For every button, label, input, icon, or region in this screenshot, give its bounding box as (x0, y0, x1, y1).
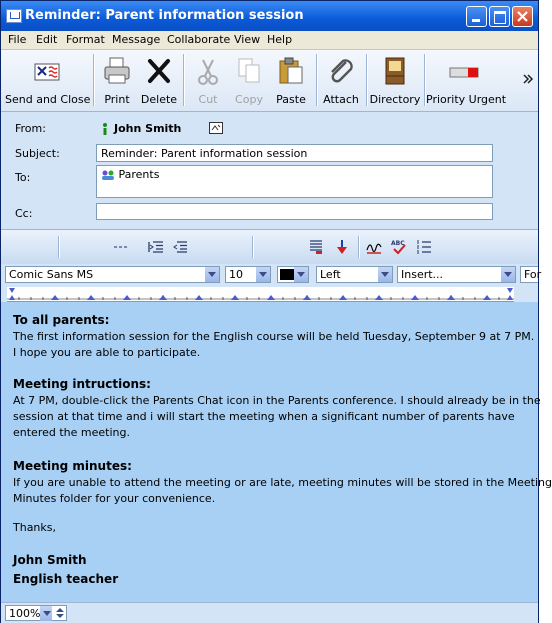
insert-select[interactable] (397, 266, 516, 283)
from-label: From: (15, 122, 46, 135)
font-color-select[interactable] (277, 266, 309, 283)
priority-urgent-button[interactable] (426, 50, 507, 110)
alignment-value: Left (320, 268, 341, 281)
insert-value: Insert... (401, 268, 444, 281)
signature-title: English teacher (13, 572, 119, 586)
send-mail-icon (32, 56, 62, 86)
message-body[interactable] (1, 302, 552, 602)
scissors-icon (193, 56, 223, 86)
main-toolbar (1, 50, 538, 112)
cc-label: Cc: (15, 207, 33, 220)
chevron-down-icon (40, 606, 52, 621)
zoom-select[interactable] (5, 605, 67, 621)
from-value: John Smith (114, 122, 182, 135)
zoom-spinner-icon[interactable] (54, 606, 66, 620)
toolbar-overflow-button[interactable] (521, 50, 535, 110)
title-bar[interactable] (1, 1, 538, 31)
font-size-select[interactable] (225, 266, 271, 283)
font-size-value: 10 (229, 268, 243, 281)
extra-format-select[interactable] (520, 266, 542, 283)
status-bar (1, 602, 538, 623)
paste-button[interactable] (270, 50, 312, 110)
delete-label: Delete (140, 93, 178, 106)
body-line: session at that time and i will start the meeting when a significant number of parents have (13, 410, 515, 423)
decrease-indent-icon[interactable] (148, 239, 164, 255)
spell-check-icon[interactable] (391, 239, 407, 255)
body-line: If you are unable to attend the meeting or are late, meeting minutes will be stored in the Meeting (13, 476, 552, 489)
user-online-icon (102, 123, 108, 135)
signature-name: John Smith (13, 553, 87, 567)
menu-file[interactable]: File (8, 33, 27, 46)
zoom-value: 100% (9, 607, 41, 620)
ruler[interactable] (7, 287, 514, 302)
body-heading-1: To all parents: (13, 313, 110, 327)
cc-input[interactable] (96, 203, 493, 220)
print-label: Print (104, 93, 130, 106)
copy-button[interactable] (228, 50, 270, 110)
color-swatch (280, 269, 294, 280)
paperclip-icon (326, 56, 356, 86)
menu-edit[interactable]: Edit (36, 33, 58, 46)
alignment-select[interactable] (316, 266, 393, 283)
body-line: entered the meeting. (13, 426, 130, 439)
line-spacing-icon[interactable] (308, 239, 324, 255)
priority-urgent-label: Priority Urgent (426, 93, 507, 106)
svg-text:ABC: ABC (391, 240, 405, 247)
menu-view[interactable]: View (234, 33, 261, 46)
chevron-down-icon (294, 267, 308, 282)
font-family-select[interactable] (5, 266, 220, 283)
menu-help[interactable]: Help (267, 33, 293, 46)
mail-app-icon (6, 9, 22, 23)
directory-book-icon (380, 56, 410, 86)
send-and-close-button[interactable] (5, 50, 89, 110)
minimize-button[interactable] (466, 6, 487, 27)
window-title: Reminder: Parent information session (25, 8, 304, 23)
numbered-list-icon[interactable] (416, 239, 432, 255)
priority-flag-icon (449, 56, 479, 86)
body-line: Minutes folder for your convenience. (13, 492, 216, 505)
to-label: To: (15, 171, 31, 184)
menu-collaborate[interactable]: Collaborate (167, 33, 231, 46)
ruler-ticks (7, 287, 514, 301)
bullet-list-icon[interactable] (113, 239, 129, 255)
clipboard-icon (276, 56, 306, 86)
menu-format[interactable]: Format (66, 33, 105, 46)
menu-message[interactable]: Message (112, 33, 161, 46)
directory-label: Directory (369, 93, 421, 106)
cut-label: Cut (198, 93, 218, 106)
group-icon (101, 170, 115, 180)
chevron-down-icon (256, 267, 270, 282)
increase-indent-icon[interactable] (172, 239, 188, 255)
message-header (1, 112, 538, 228)
font-family-value: Comic Sans MS (9, 268, 94, 281)
body-line: At 7 PM, double-click the Parents Chat icon in the Parents conference. I should already be in the (13, 394, 541, 407)
close-button[interactable] (512, 6, 533, 27)
chevron-right-icon (521, 72, 535, 92)
signature-icon[interactable] (366, 239, 382, 255)
font-bar (1, 264, 542, 286)
arrow-down-icon[interactable] (334, 239, 350, 255)
body-thanks: Thanks, (13, 521, 57, 534)
to-recipient: Parents (118, 168, 160, 181)
formatting-toolbar (1, 229, 538, 264)
delete-x-icon (144, 56, 174, 86)
body-line: The first information session for the English course will be held Tuesday, September 9 at 7 PM. (13, 330, 535, 343)
contact-card-icon[interactable] (209, 122, 223, 134)
body-heading-3: Meeting minutes: (13, 459, 132, 473)
copy-label: Copy (235, 93, 263, 106)
close-icon (513, 7, 532, 26)
printer-icon (102, 56, 132, 86)
send-and-close-label: Send and Close (5, 93, 91, 106)
body-line: I hope you are able to participate. (13, 346, 201, 359)
maximize-button[interactable] (489, 6, 510, 27)
chevron-down-icon (205, 267, 219, 282)
chevron-down-icon (378, 267, 392, 282)
to-input[interactable] (96, 165, 493, 198)
copy-icon (234, 56, 264, 86)
chevron-down-icon (501, 267, 515, 282)
menu-bar (1, 31, 538, 50)
attach-button[interactable] (319, 50, 363, 110)
attach-label: Attach (323, 93, 359, 106)
print-button[interactable] (97, 50, 137, 110)
paste-label: Paste (276, 93, 306, 106)
subject-input[interactable]: Reminder: Parent information session (96, 144, 493, 162)
cut-button[interactable] (188, 50, 228, 110)
subject-label: Subject: (15, 147, 60, 160)
delete-button[interactable] (139, 50, 179, 110)
body-heading-2: Meeting intructions: (13, 377, 151, 391)
directory-button[interactable] (368, 50, 422, 110)
extra-format-value: For (524, 268, 542, 281)
